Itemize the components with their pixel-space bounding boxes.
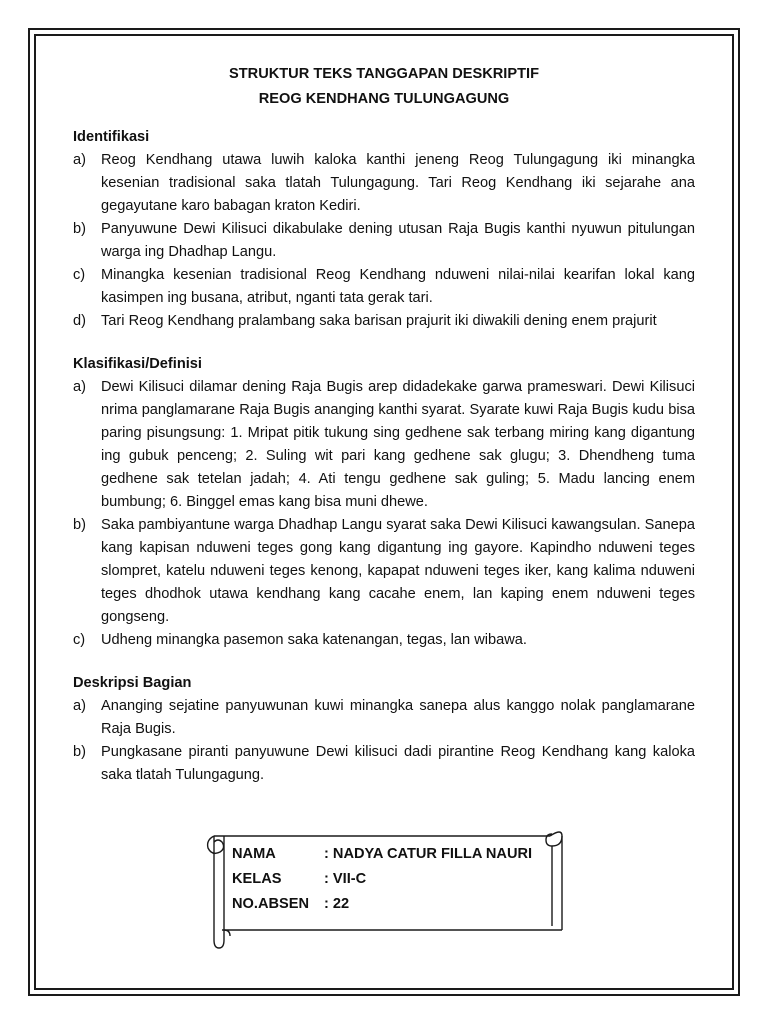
class-value: : VII-C bbox=[324, 871, 367, 887]
list-item bbox=[73, 741, 695, 787]
identity-row-absen bbox=[232, 892, 532, 917]
identity-row-name bbox=[232, 842, 532, 867]
absen-label: NO.ABSEN bbox=[232, 896, 310, 912]
list-item bbox=[73, 264, 695, 310]
list-item bbox=[73, 218, 695, 264]
document-title: STRUKTUR TEKS TANGGAPAN DESKRIPTIF bbox=[229, 66, 539, 82]
list-item bbox=[73, 149, 695, 218]
class-label: KELAS bbox=[232, 871, 282, 887]
section-heading: Identifikasi bbox=[73, 129, 150, 145]
item-marker: d) bbox=[73, 313, 86, 329]
name-value: : NADYA CATUR FILLA NAURI bbox=[324, 846, 533, 862]
item-marker: b) bbox=[73, 517, 86, 533]
item-marker: c) bbox=[73, 267, 86, 283]
item-text: Pungkasane piranti panyuwune Dewi kilisuci dadi pirantine Reog Kendhang kang kaloka saka tlatah Tulungagung. bbox=[101, 744, 695, 783]
document-body bbox=[73, 62, 695, 787]
section-heading: Klasifikasi/Definisi bbox=[73, 356, 202, 372]
title-block bbox=[73, 62, 695, 112]
document-subtitle: REOG KENDHANG TULUNGAGUNG bbox=[258, 91, 510, 107]
item-text: Ananging sejatine panyuwunan kuwi minangka sanepa alus kanggo nolak panglamarane Raja Bugis. bbox=[101, 698, 695, 737]
item-text: Dewi Kilisuci dilamar dening Raja Bugis arep didadekake garwa prameswari. Dewi Kilisuci nrima panglamarane Raja Bugis ananging kanthi syarat. Syarate kuwi Raja Bugis kudu bisa paring pisungsung: 1. Mripat pitik tukung sing gedhene sak terbang miring kang digantung ing gubuk penceng; 2. Suling wit pari kang gedhene sak glugu; 3. Dhendheng tuma gedhene sak tetelan jadah; 4. Ati tengu gedhene sak guling; 5. Madu lancing enem bumbung; 6. Binggel emas kang bisa muni dhewe. bbox=[101, 379, 695, 510]
list-item bbox=[73, 376, 695, 514]
item-text: Saka pambiyantune warga Dhadhap Langu syarat saka Dewi Kilisuci kawangsulan. Sanepa kang kapisan nduweni teges gong kang digantung ing gayore. Kapindho nduweni teges slompret, katelu nduweni teges kenong, kapapat nduweni teges iker, kang kalima nduweni teges dhodhok utawa kendhang kang cacahe enem, lan kaping enem nduweni teges gongseng. bbox=[101, 517, 695, 625]
list-item bbox=[73, 310, 695, 333]
name-label: NAMA bbox=[232, 846, 276, 862]
item-marker: a) bbox=[73, 379, 86, 395]
item-text: Panyuwune Dewi Kilisuci dikabulake dening utusan Raja Bugis kanthi nyuwun pitulungan warga ing Dhadhap Langu. bbox=[101, 221, 695, 260]
identity-row-class bbox=[232, 867, 532, 892]
item-text: Udheng minangka pasemon saka katenangan, tegas, lan wibawa. bbox=[101, 632, 527, 648]
section-deskripsi-bagian bbox=[73, 672, 695, 787]
item-marker: b) bbox=[73, 744, 86, 760]
list-item bbox=[73, 695, 695, 741]
section-identifikasi bbox=[73, 126, 695, 333]
student-identity bbox=[232, 842, 532, 917]
section-heading: Deskripsi Bagian bbox=[73, 675, 192, 691]
item-marker: c) bbox=[73, 632, 86, 648]
list-item bbox=[73, 514, 695, 629]
section-klasifikasi bbox=[73, 353, 695, 652]
item-text: Tari Reog Kendhang pralambang saka barisan prajurit iki diwakili dening enem prajurit bbox=[101, 313, 657, 329]
item-text: Reog Kendhang utawa luwih kaloka kanthi jeneng Reog Tulungagung iki minangka kesenian tradisional saka tlatah Tulungagung. Tari Reog Kendhang iki sejarahe ana gegayutane karo babagan kraton Kediri. bbox=[101, 152, 695, 214]
absen-value: : 22 bbox=[324, 896, 350, 912]
item-marker: a) bbox=[73, 152, 86, 168]
item-marker: a) bbox=[73, 698, 86, 714]
item-marker: b) bbox=[73, 221, 86, 237]
list-item bbox=[73, 629, 695, 652]
item-text: Minangka kesenian tradisional Reog Kendhang nduweni nilai-nilai kearifan lokal kang kasimpen ing busana, atribut, nganti tata gerak tari. bbox=[101, 267, 695, 306]
